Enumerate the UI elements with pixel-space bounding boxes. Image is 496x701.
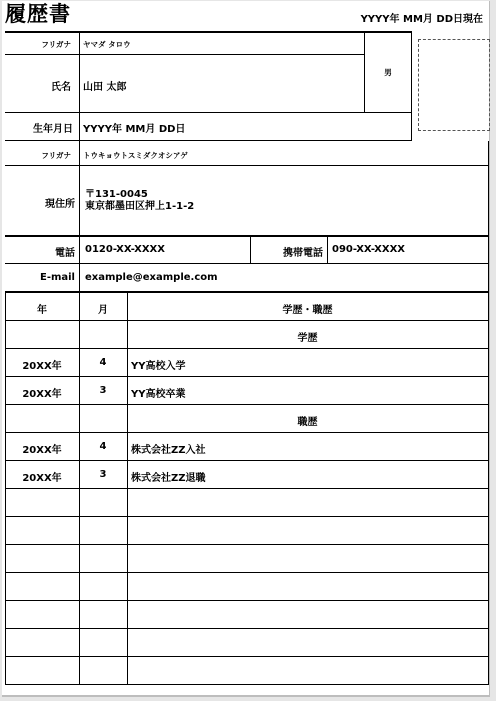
history-entry: YY高校卒業 — [131, 389, 186, 400]
frame-line — [79, 141, 80, 292]
frame-line — [5, 140, 412, 141]
history-entry: YY高校入学 — [131, 361, 186, 372]
name-label: 氏名 — [51, 82, 71, 93]
table-row-line — [5, 600, 489, 601]
history-month: 3 — [99, 385, 107, 396]
frame-line — [79, 31, 80, 141]
address-furigana: トウキョウトスミダクオシアゲ — [83, 151, 188, 160]
history-year: 20XX年 — [22, 445, 62, 456]
history-section-heading: 職歴 — [297, 417, 318, 428]
address-label: 現住所 — [45, 199, 75, 210]
birth-label: 生年月日 — [33, 124, 73, 135]
table-row-line — [5, 460, 489, 461]
frame-line — [327, 236, 328, 264]
history-entry: 株式会社ZZ退職 — [131, 473, 206, 484]
frame-line — [5, 165, 489, 166]
table-row-line — [5, 516, 489, 517]
column-header-month: 月 — [98, 305, 108, 316]
postal-code: 〒131-0045 — [85, 189, 148, 200]
furigana-name: ヤマダ タロウ — [83, 40, 131, 49]
history-month: 4 — [99, 441, 107, 452]
history-section-heading: 学歴 — [297, 333, 318, 344]
photo-placeholder — [418, 39, 490, 131]
frame-line — [5, 235, 489, 237]
furigana-label: フリガナ — [41, 40, 71, 49]
history-month: 4 — [99, 357, 107, 368]
history-year: 20XX年 — [22, 361, 62, 372]
full-name: 山田 太郎 — [83, 82, 127, 93]
frame-line — [488, 141, 489, 292]
history-year: 20XX年 — [22, 473, 62, 484]
frame-line — [5, 291, 489, 293]
table-row-line — [5, 404, 489, 405]
birth-date: YYYY年 MM月 DD日 — [83, 124, 186, 135]
frame-line — [5, 112, 412, 113]
email-label: E-mail — [39, 272, 75, 283]
table-row-line — [5, 376, 489, 377]
table-row-line — [5, 628, 489, 629]
email: example@example.com — [85, 272, 218, 283]
mobile: 090-XX-XXXX — [332, 244, 405, 255]
table-row-line — [5, 432, 489, 433]
resume-page — [2, 1, 490, 697]
table-row-line — [5, 684, 489, 685]
history-year: 20XX年 — [22, 389, 62, 400]
table-row-line — [5, 488, 489, 489]
as-of-date: YYYY年 MM月 DD日現在 — [360, 14, 483, 25]
address-furigana-label: フリガナ — [41, 151, 71, 160]
table-row-line — [5, 320, 489, 321]
history-entry: 株式会社ZZ入社 — [131, 445, 206, 456]
frame-line — [5, 54, 365, 55]
column-header-year: 年 — [37, 305, 47, 316]
gender: 男 — [384, 68, 392, 77]
frame-line — [5, 31, 412, 33]
mobile-label: 携帯電話 — [283, 248, 323, 259]
table-row-line — [5, 572, 489, 573]
document-title: 履歴書 — [5, 1, 71, 26]
address: 東京都墨田区押上1-1-2 — [85, 201, 195, 212]
frame-line — [411, 31, 412, 141]
phone-label: 電話 — [55, 248, 75, 259]
phone: 0120-XX-XXXX — [85, 244, 165, 255]
column-header-history: 学歴・職歴 — [282, 305, 333, 316]
frame-line — [5, 263, 489, 264]
table-row-line — [5, 656, 489, 657]
table-row-line — [5, 348, 489, 349]
table-row-line — [5, 544, 489, 545]
history-month: 3 — [99, 469, 107, 480]
